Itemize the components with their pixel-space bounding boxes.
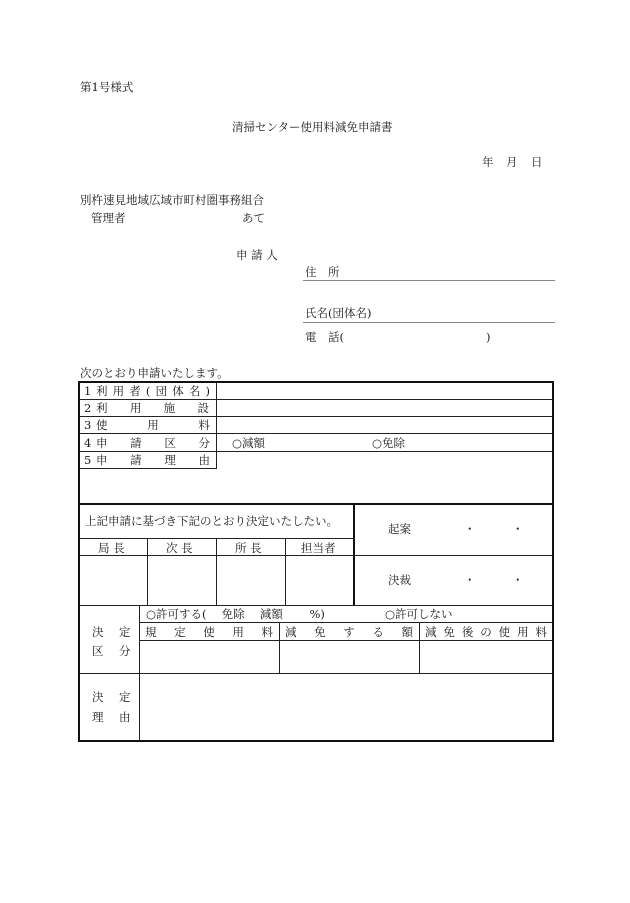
item-label-1: 利 用 者 ( 団 体 名 ) — [96, 384, 210, 398]
reason-char-3: 理 — [92, 710, 104, 724]
item-label-5-text: 申請理由 — [96, 453, 210, 467]
phone-close: ) — [486, 330, 491, 344]
intro-text: 次のとおり申請いたします。 — [80, 366, 229, 380]
role-deputy-director: 次 長 — [166, 541, 193, 555]
role-office-head: 所 長 — [235, 541, 262, 555]
item-label-5 — [96, 455, 210, 467]
col-reduction-amount-text: 減免する額 — [285, 625, 413, 639]
decision-date-label: 決裁 — [388, 573, 411, 587]
category-char-2: 定 — [119, 625, 131, 639]
category-char-3: 区 — [92, 644, 104, 658]
item-label-2-text: 利用施設 — [96, 401, 210, 415]
item-label-2 — [96, 403, 210, 415]
item-label-4-text: 申請区分 — [96, 436, 210, 450]
address-line — [303, 280, 555, 281]
applicant-heading: 申 請 人 — [236, 248, 278, 262]
reason-char-4: 由 — [119, 710, 131, 724]
draft-dot-2: ・ — [512, 522, 524, 536]
col-fee-after-reduction — [425, 627, 547, 639]
decision-dot-1: ・ — [464, 573, 476, 587]
deny-option[interactable]: ○許可しない — [385, 607, 453, 621]
item-label-3-text: 使用料 — [96, 418, 210, 432]
col-standard-fee-text: 規定使用料 — [145, 625, 273, 639]
addressee-suffix: あて — [242, 211, 265, 225]
decision-dot-2: ・ — [512, 573, 524, 587]
item-label-3 — [96, 420, 210, 432]
item-no-3: 3 — [84, 418, 92, 432]
item-label-4 — [96, 438, 210, 450]
reason-char-2: 定 — [119, 690, 131, 704]
addressee-position: 管理者 — [91, 211, 126, 225]
option-exempt[interactable]: ○免除 — [372, 436, 406, 450]
date-month: 月 — [506, 155, 518, 169]
date-year: 年 — [482, 155, 494, 169]
form-number: 第1号様式 — [80, 80, 134, 94]
role-director-general: 局 長 — [98, 541, 125, 555]
col-fee-after-reduction-text: 減免後の使用料 — [425, 625, 547, 639]
draft-dot-1: ・ — [464, 522, 476, 536]
page-title: 清掃センター使用料減免申請書 — [232, 120, 393, 134]
approval-statement: 上記申請に基づき下記のとおり決定いたしたい。 — [85, 514, 338, 528]
address-label: 住 所 — [305, 265, 340, 279]
name-label: 氏名(団体名) — [305, 306, 372, 320]
permit-option[interactable]: ○許可する( 免除 減額 %) — [146, 607, 325, 621]
item-no-5: 5 — [84, 453, 92, 467]
col-standard-fee — [145, 627, 273, 639]
phone-label: 電 話( — [305, 330, 344, 344]
name-line — [303, 322, 555, 323]
role-staff-in-charge: 担当者 — [301, 541, 336, 555]
item-no-2: 2 — [84, 401, 92, 415]
date-day: 日 — [531, 155, 543, 169]
addressee-org: 別杵速見地域広域市町村圏事務組合 — [80, 193, 264, 207]
reason-char-1: 決 — [92, 690, 104, 704]
draft-label: 起案 — [388, 522, 411, 536]
item-no-4: 4 — [84, 436, 92, 450]
col-reduction-amount — [285, 627, 413, 639]
option-reduce[interactable]: ○減額 — [232, 436, 266, 450]
item-no-1: 1 — [84, 384, 92, 398]
category-char-4: 分 — [119, 644, 131, 658]
category-char-1: 決 — [92, 625, 104, 639]
